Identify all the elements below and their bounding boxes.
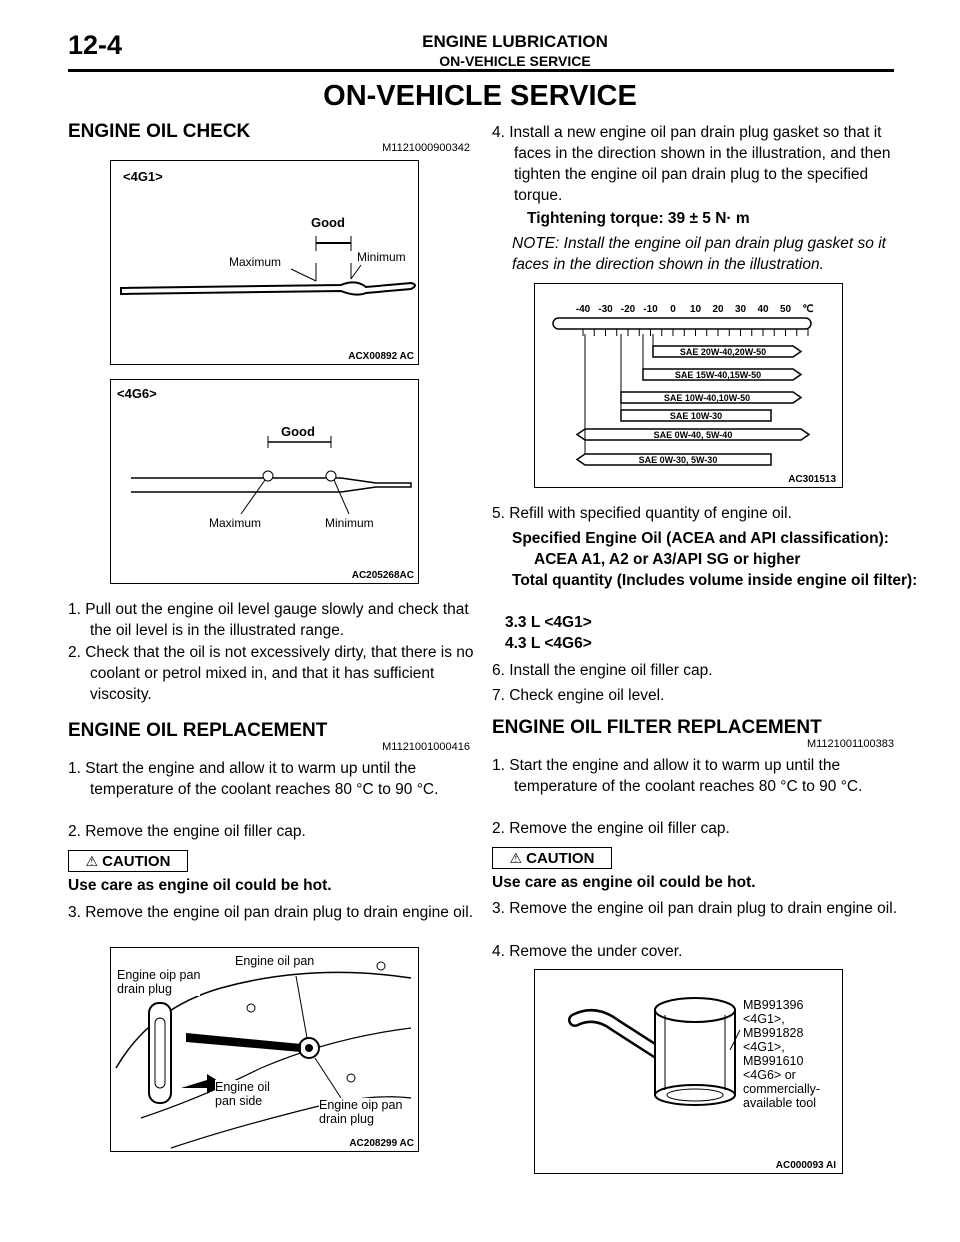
oil-check-heading: ENGINE OIL CHECK [68,121,251,142]
fig3-drain-plug-label-a-line1: Engine oip pan [117,968,201,982]
quantity-4g1: 3.3 L <4G1> [505,614,592,631]
temp-tick-label: 0 [670,304,676,315]
tool-line-5: MB991610 [743,1054,804,1068]
oil-check-step-2: 2. Check that the oil is not excessively dirty, that there is no coolant or petrol mixed in, and that it has sufficient viscosity. [68,644,474,703]
temp-tick-label: -20 [620,304,636,315]
caution-label: CAUTION [102,852,171,870]
viscosity-bar-label: SAE 0W-40, 5W-40 [653,430,733,440]
page-title: ON-VEHICLE SERVICE [323,80,637,112]
filter-replacement-step-2: 2. Remove the engine oil filler cap. [492,820,730,837]
section-title: ON-VEHICLE SERVICE [439,53,591,69]
filter-caution-text: Use care as engine oil could be hot. [492,874,756,891]
temp-tick-label: -40 [575,304,591,315]
fig2-good-label: Good [281,424,315,439]
fig3-drain-plug-label-a-line2: drain plug [117,982,172,996]
oil-viscosity-figure [534,283,843,488]
oil-replacement-step-3: 3. Remove the engine oil pan drain plug to drain engine oil. [68,904,473,921]
caution-box [68,850,188,872]
oil-check-step-1: 1. Pull out the engine oil level gauge slowly and check that the oil level is in the illustrated range. [68,601,469,639]
filter-replacement-heading: ENGINE OIL FILTER REPLACEMENT [492,717,822,738]
filter-replacement-step-3: 3. Remove the engine oil pan drain plug to drain engine oil. [492,900,897,917]
header-rule [68,69,894,72]
fig3-drain-plug-label-b [319,1098,402,1126]
total-quantity: Total quantity (Includes volume inside engine oil filter): [512,572,918,589]
filter-replacement-step-4: 4. Remove the under cover. [492,943,683,960]
viscosity-bar-label: SAE 10W-40,10W-50 [663,393,751,403]
fig3-pan-side-label-line1: Engine oil [215,1080,270,1094]
temp-tick-label: -10 [643,304,658,315]
chapter-title: ENGINE LUBRICATION [422,32,608,51]
specified-oil: Specified Engine Oil (ACEA and API classification): ACEA A1, A2 or A3/API SG or higher [512,530,889,568]
fig3-pan-side-label-line2: pan side [215,1094,263,1108]
viscosity-bar-label: SAE 20W-40,20W-50 [679,347,767,357]
gasket-note: NOTE: Install the engine oil pan drain plug gasket so it faces in the direction shown in the illustration. [512,235,886,273]
warning-icon: ⚠ [85,852,99,869]
temp-tick-label: -30 [598,304,613,315]
oil-replacement-step-2: 2. Remove the engine oil filler cap. [68,823,306,840]
fig3-oil-pan-label: Engine oil pan [235,954,315,968]
filter-caution-label: CAUTION [526,849,595,867]
tool-line-8: available tool [743,1096,816,1110]
fig2-id: AC205268AC [351,570,414,581]
viscosity-bar-label: SAE 10W-30 [669,411,723,421]
oil-replacement-heading: ENGINE OIL REPLACEMENT [68,720,328,741]
fig3-pan-side-label [215,1080,270,1108]
tool-line-6: <4G6> or [743,1068,796,1082]
fig5-tool-label [743,998,820,1110]
temp-tick-label: 20 [712,304,724,315]
filter-wrench-figure [534,969,843,1174]
filter-caution-box [492,847,612,869]
filter-replacement-step-1: 1. Start the engine and allow it to warm up until the temperature of the coolant reaches 80 °C to 90 °C. [492,757,863,795]
tool-line-3: MB991828 [743,1026,804,1040]
caution-text: Use care as engine oil could be hot. [68,877,332,894]
tool-line-7: commercially- [743,1082,821,1096]
temp-tick-label: ℃ [802,304,814,315]
fig1-maximum-label: Maximum [229,255,282,269]
fig2-engine-label: <4G6> [117,386,157,401]
tightening-torque: Tightening torque: 39 ± 5 N· m [527,210,750,227]
fig3-drain-plug-label-b-line2: drain plug [319,1112,374,1126]
oil-replacement-step-1: 1. Start the engine and allow it to warm up until the temperature of the coolant reaches 80 °C to 90 °C. [68,760,439,798]
oil-replacement-step-7: 7. Check engine oil level. [492,687,665,704]
drain-plug-figure [110,947,419,1152]
dipstick-figure-4g1 [110,160,419,365]
viscosity-bar-label: SAE 15W-40,15W-50 [674,370,762,380]
temperature-scale [553,318,811,329]
temp-tick-label: 10 [689,304,702,315]
fig1-id: ACX00892 AC [348,351,414,362]
dipstick-4g6-drawing [111,380,418,583]
temp-tick-label: 40 [757,304,769,315]
fig1-good-label: Good [311,215,345,230]
tool-line-2: <4G1>, [743,1012,785,1026]
fig3-drain-plug-label-a [117,968,200,996]
viscosity-chart-drawing [535,284,842,487]
temp-tick-label: 50 [779,304,792,315]
fig4-id: AC301513 [788,474,836,485]
viscosity-bar-label: SAE 0W-30, 5W-30 [638,455,718,465]
oil-check-code: M1121000900342 [382,142,470,154]
oil-replacement-step-4: 4. Install a new engine oil pan drain plug gasket so that it faces in the direction shown in the illustration, and then tighten the engine oil pan drain plug to the specified torque. [492,124,891,204]
oil-replacement-step-5: 5. Refill with specified quantity of engine oil. [492,505,792,522]
tool-line-4: <4G1>, [743,1040,785,1054]
filter-warning-icon: ⚠ [509,849,523,866]
fig2-minimum-label: Minimum [325,516,374,530]
tool-line-1: MB991396 [743,998,804,1012]
fig2-maximum-label: Maximum [209,516,262,530]
fig1-minimum-label: Minimum [357,250,406,264]
dipstick-figure-4g6 [110,379,419,584]
fig3-id: AC208299 AC [349,1138,414,1149]
page-number: 12-4 [68,30,123,60]
fig5-id: AC000093 AI [775,1160,836,1171]
filter-replacement-code: M1121001100383 [806,738,894,750]
oil-replacement-code: M1121001000416 [382,741,470,753]
fig1-engine-label: <4G1> [123,169,163,184]
fig3-drain-plug-label-b-line1: Engine oip pan [319,1098,403,1112]
oil-replacement-step-6: 6. Install the engine oil filler cap. [492,662,713,679]
quantity-4g6: 4.3 L <4G6> [505,635,592,652]
temp-tick-label: 30 [734,304,747,315]
